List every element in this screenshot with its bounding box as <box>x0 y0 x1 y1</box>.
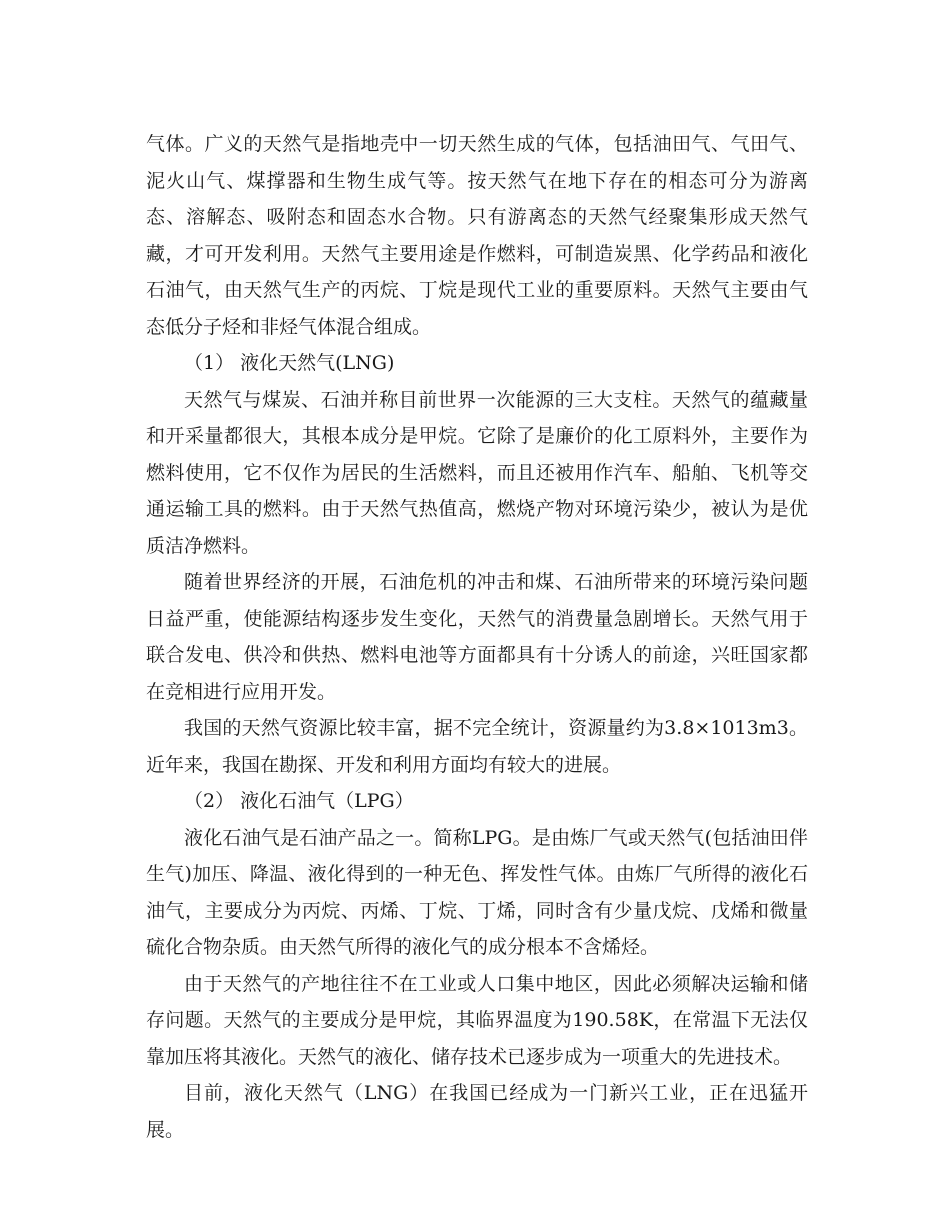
paragraph-lpg-overview: 液化石油气是石油产品之一。简称LPG。是由炼厂气或天然气(包括油田伴生气)加压、降温、液化得到的一种无色、挥发性气体。由炼厂气所得的液化石油气，主要成分为丙烷、丙烯、丁烷、丁烯，同时含有少量戊烷、戊烯和微量硫化合物杂质。由天然气所得的液化气的成分根本不含烯烃。 <box>146 826 808 958</box>
paragraph-lng-industry: 目前，液化天然气（LNG）在我国已经成为一门新兴工业，正在迅猛开展。 <box>146 1082 808 1141</box>
paragraph-energy-structure: 随着世界经济的开展，石油危机的冲击和煤、石油所带来的环境污染问题日益严重，使能源结构逐步发生变化，天然气的消费量急剧增长。天然气用于联合发电、供冷和供热、燃料电池等方面都具有十分诱人的前途，兴旺国家都在竞相进行应用开发。 <box>146 571 808 703</box>
paragraph-china-resources: 我国的天然气资源比较丰富，据不完全统计，资源量约为3.8×1013m3。近年来，我国在勘探、开发和利用方面均有较大的进展。 <box>146 717 808 776</box>
paragraph-transport-storage: 由于天然气的产地往往不在工业或人口集中地区，因此必须解决运输和储存问题。天然气的主要成分是甲烷，其临界温度为190.58K，在常温下无法仅靠加压将其液化。天然气的液化、储存技术已逐步成为一项重大的先进技术。 <box>146 972 808 1068</box>
paragraph-lng-overview: 天然气与煤炭、石油并称目前世界一次能源的三大支柱。天然气的蕴藏量和开采量都很大，其根本成分是甲烷。它除了是廉价的化工原料外，主要作为燃料使用，它不仅作为居民的生活燃料，而且还被用作汽车、船舶、飞机等交通运输工具的燃料。由于天然气热值高，燃烧产物对环境污染少，被认为是优质洁净燃料。 <box>146 388 808 557</box>
section-heading-lng: （1） 液化天然气(LNG) <box>184 352 395 374</box>
section-heading-lpg: （2） 液化石油气（LPG） <box>184 790 414 812</box>
paragraph-natural-gas-definition: 气体。广义的天然气是指地壳中一切天然生成的气体，包括油田气、气田气、泥火山气、煤撑器和生物生成气等。按天然气在地下存在的相态可分为游离态、溶解态、吸附态和固态水合物。只有游离态的天然气经聚集形成天然气藏，才可开发利用。天然气主要用途是作燃料，可制造炭黑、化学药品和液化石油气，由天然气生产的丙烷、丁烷是现代工业的重要原料。天然气主要由气态低分子烃和非烃气体混合组成。 <box>146 133 808 338</box>
document-body <box>146 126 808 1148</box>
